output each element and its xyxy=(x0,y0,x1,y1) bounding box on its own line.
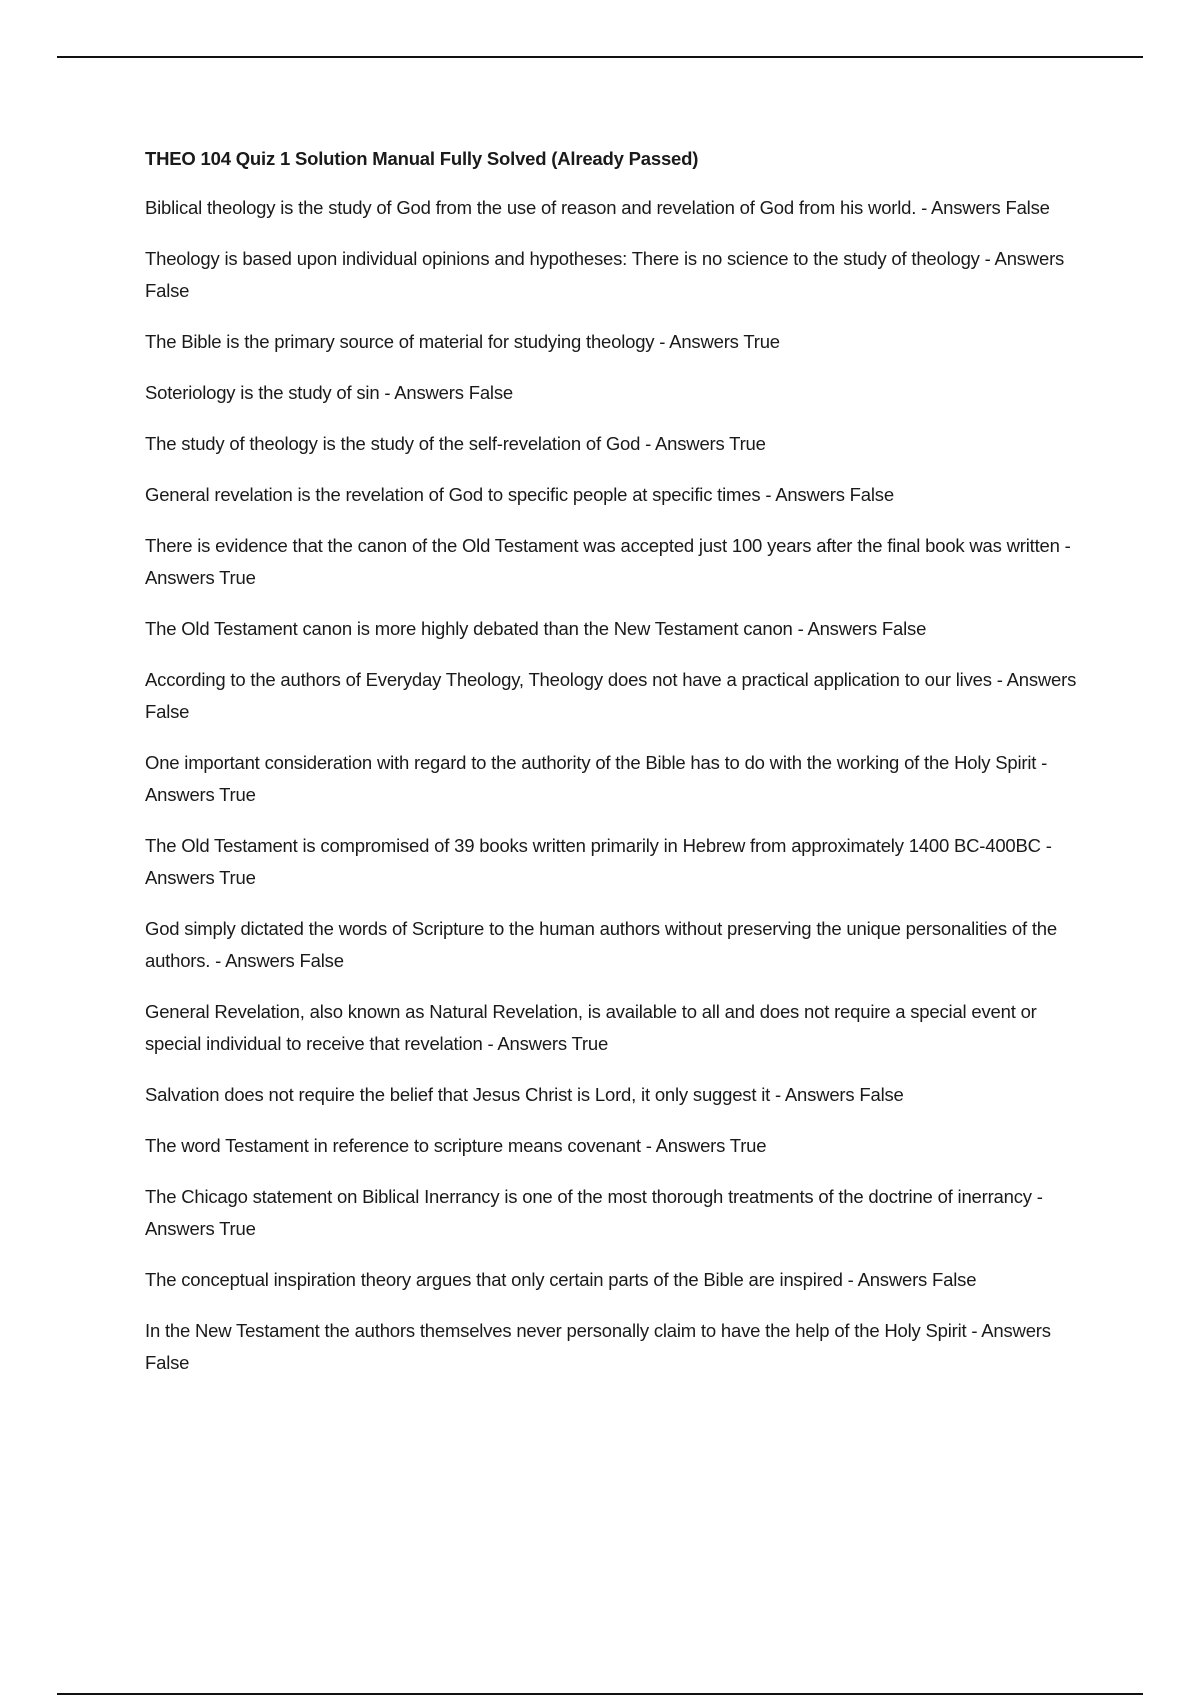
question-item: Salvation does not require the belief that Jesus Christ is Lord, it only suggest it - Answers False xyxy=(145,1084,904,1105)
document-title: THEO 104 Quiz 1 Solution Manual Fully Solved (Already Passed) xyxy=(145,148,699,169)
footer-rule xyxy=(57,1693,1143,1695)
question-item: According to the authors of Everyday Theology, Theology does not have a practical application to our lives - Answers False xyxy=(145,669,1077,722)
question-item: Soteriology is the study of sin - Answers False xyxy=(145,382,513,403)
question-item: The Old Testament is compromised of 39 books written primarily in Hebrew from approximately 1400 BC-400BC - Answers True xyxy=(145,835,1052,888)
question-item: Theology is based upon individual opinions and hypotheses: There is no science to the study of theology - Answers False xyxy=(145,248,1065,301)
question-item: In the New Testament the authors themselves never personally claim to have the help of the Holy Spirit - Answers False xyxy=(145,1320,1051,1373)
question-item: The study of theology is the study of the self-revelation of God - Answers True xyxy=(145,433,766,454)
question-item: The conceptual inspiration theory argues that only certain parts of the Bible are inspired - Answers False xyxy=(145,1269,977,1290)
question-item: The Chicago statement on Biblical Inerrancy is one of the most thorough treatments of the doctrine of inerrancy - Answers True xyxy=(145,1186,1043,1239)
question-item: One important consideration with regard to the authority of the Bible has to do with the working of the Holy Spirit - Answers True xyxy=(145,752,1048,805)
question-item: God simply dictated the words of Scripture to the human authors without preserving the unique personalities of the authors. - Answers False xyxy=(145,918,1057,971)
question-item: Biblical theology is the study of God from the use of reason and revelation of God from his world. - Answers False xyxy=(145,197,1050,218)
question-item: The Bible is the primary source of material for studying theology - Answers True xyxy=(145,331,780,352)
question-item: General Revelation, also known as Natural Revelation, is available to all and does not require a special event or special individual to receive that revelation - Answers True xyxy=(145,1001,1037,1054)
question-item: The Old Testament canon is more highly debated than the New Testament canon - Answers False xyxy=(145,618,927,639)
question-item: The word Testament in reference to scripture means covenant - Answers True xyxy=(145,1135,767,1156)
document-body xyxy=(145,144,1085,1398)
question-list xyxy=(145,192,1085,1379)
question-item: There is evidence that the canon of the Old Testament was accepted just 100 years after the final book was written - Answers True xyxy=(145,535,1071,588)
header-rule xyxy=(57,56,1143,58)
question-item: General revelation is the revelation of God to specific people at specific times - Answers False xyxy=(145,484,894,505)
